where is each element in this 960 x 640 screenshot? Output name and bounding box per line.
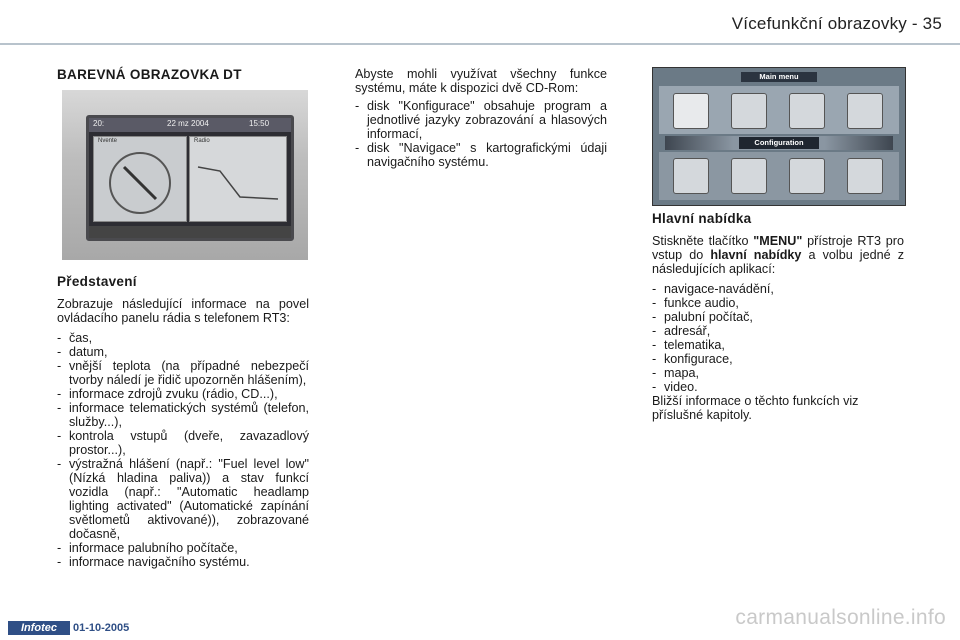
directory-icon xyxy=(847,93,883,129)
display-status-bar xyxy=(89,118,291,132)
list-item: - funkce audio, xyxy=(652,296,904,310)
header-divider xyxy=(0,43,960,45)
list-item: - vnější teplota (na případné nebezpečí tvorby náledí je řidič upozorněn hlášením), xyxy=(57,359,309,387)
list-item: - kontrola vstupů (dveře, zavazadlový prostor...), xyxy=(57,429,309,457)
configuration-icon xyxy=(731,158,767,194)
intro-section xyxy=(57,275,309,569)
footer-date: 01-10-2005 xyxy=(73,622,130,634)
list-item: - palubní počítač, xyxy=(652,310,904,324)
infotec-logo: Infotec xyxy=(8,621,70,635)
list-item: - datum, xyxy=(57,345,309,359)
video-icon xyxy=(847,158,883,194)
list-item: - výstražná hlášení (např.: "Fuel level low" (Nízká hladina paliva)) a stav funkcí vozidla (např.: "Automatic headlamp lighting activated" (Automatické zapínání světlometů aktivované)), zobrazované dočasně, xyxy=(57,457,309,541)
radio-display-photo xyxy=(62,90,308,260)
cd-paragraph: Abyste mohli využívat všechny funkce systému, máte k dispozici dvě CD-Rom: xyxy=(355,67,607,95)
page-title: Vícefunkční obrazovky - 35 xyxy=(731,14,942,33)
list-item: - video. xyxy=(652,380,904,394)
configuration-label: Configuration xyxy=(739,137,819,149)
application-list xyxy=(652,282,904,394)
section-heading: BAREVNÁ OBRAZOVKA DT xyxy=(57,67,242,82)
display-screen xyxy=(86,115,294,241)
list-item: - konfigurace, xyxy=(652,352,904,366)
intro-heading: Představení xyxy=(57,274,137,289)
list-item: - informace telematických systémů (telefon, služby...), xyxy=(57,401,309,429)
display-radio-label: Radio xyxy=(194,138,210,144)
cd-section xyxy=(355,67,607,169)
closing-note: Bližší informace o těchto funkcích viz příslušné kapitoly. xyxy=(652,394,859,422)
main-menu-paragraph xyxy=(652,234,904,276)
main-menu-screenshot xyxy=(652,67,906,206)
main-menu-heading: Hlavní nabídka xyxy=(652,211,752,226)
display-time-right: 15:50 xyxy=(249,119,270,128)
list-item: - informace navigačního systému. xyxy=(57,555,309,569)
intro-list xyxy=(57,331,309,569)
text-before: Stiskněte tlačítko xyxy=(652,234,754,248)
main-menu-section xyxy=(652,212,904,422)
menu-button-name: "MENU" xyxy=(753,234,803,248)
text-after: a volbu jedné z následujících aplikací: xyxy=(652,248,905,276)
display-nav-label: Nvente xyxy=(98,138,118,144)
display-date: 22 mz 2004 xyxy=(167,119,209,128)
text-middle: přístroje RT3 pro vstup do xyxy=(652,234,904,262)
map-icon xyxy=(789,158,825,194)
display-time-left: 20: xyxy=(93,119,105,128)
list-item: - adresář, xyxy=(652,324,904,338)
list-item: - telematika, xyxy=(652,338,904,352)
display-radio-panel xyxy=(189,136,287,222)
main-menu-title: Main menu xyxy=(741,72,817,82)
cd-list xyxy=(355,99,607,169)
navigation-icon xyxy=(673,93,709,129)
configuration-band xyxy=(665,136,893,150)
list-item: - čas, xyxy=(57,331,309,345)
list-item: - disk "Konfigurace" obsahuje program a jednotlivé jazyky zobrazování a hlasových informací, xyxy=(355,99,607,141)
display-bottom-bar xyxy=(89,226,291,238)
list-item: - navigace-navádění, xyxy=(652,282,904,296)
list-item: - disk "Navigace" s kartografickými údaji navigačního systému. xyxy=(355,141,607,169)
audio-icon xyxy=(731,93,767,129)
watermark: carmanualsonline.info xyxy=(735,606,946,629)
signal-graph xyxy=(190,137,286,221)
main-menu-name: hlavní nabídky xyxy=(710,248,802,262)
list-item: - informace zdrojů zvuku (rádio, CD...), xyxy=(57,387,309,401)
telematics-icon xyxy=(673,158,709,194)
compass-graphic xyxy=(94,137,186,221)
intro-paragraph: Zobrazuje následující informace na povel ovládacího panelu rádia s telefonem RT3: xyxy=(57,297,309,325)
list-item: - mapa, xyxy=(652,366,904,380)
display-nav-panel xyxy=(93,136,187,222)
trip-computer-icon xyxy=(789,93,825,129)
list-item: - informace palubního počítače, xyxy=(57,541,309,555)
